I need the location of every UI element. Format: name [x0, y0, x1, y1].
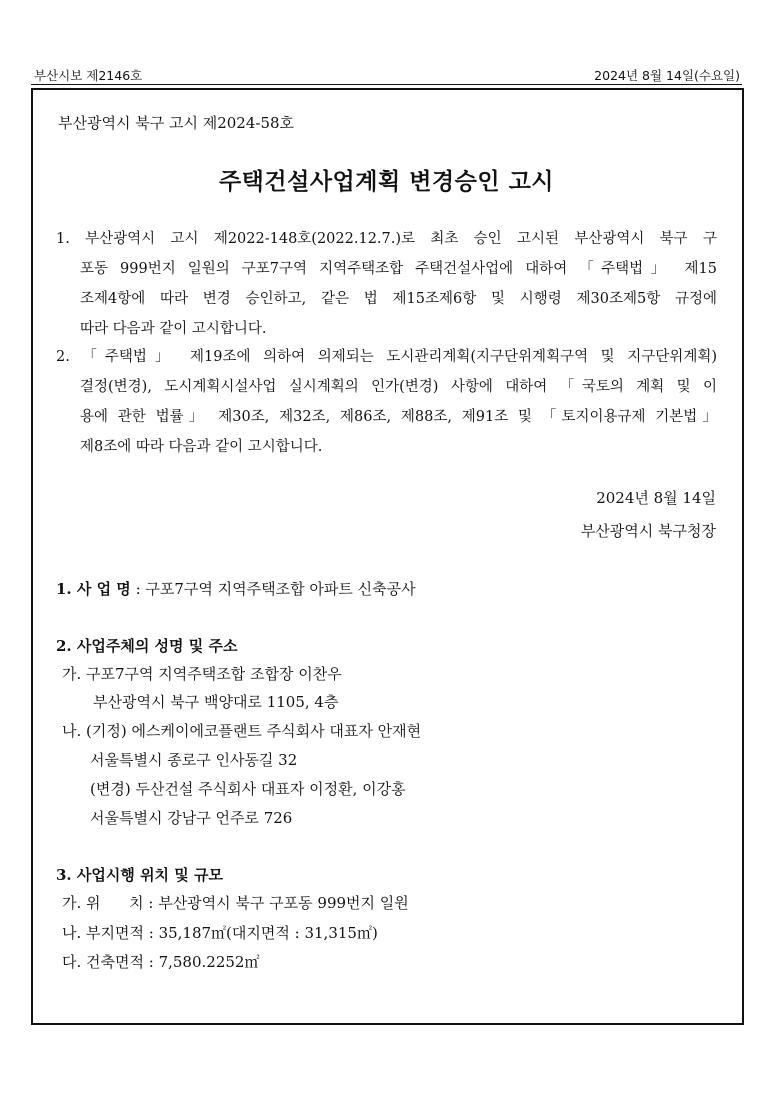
notice-number: 부산광역시 북구 고시 제2024-58호 — [58, 114, 295, 132]
notice-title: 주택건설사업계획 변경승인 고시 — [218, 169, 555, 195]
project-name-value: : 구포7구역 지역주택조합 아파트 신축공사 — [130, 580, 416, 598]
project-name — [56, 578, 416, 599]
section-3-building-area: 다. 건축면적 : 7,580.2252㎡ — [62, 953, 260, 971]
section-2-item-b-address: 서울특별시 종로구 인사동길 32 — [90, 751, 298, 769]
paragraph-1 — [56, 224, 717, 344]
section-2-item-b-changed: (변경) 두산건설 주식회사 대표자 이정환, 이강홍 — [90, 780, 406, 798]
publication-date: 2024년 8월 14일(수요일) — [594, 68, 740, 83]
paragraph-2-line: 2. 「주택법」 제19조에 의하여 의제되는 도시관리계획(지구단위계획구역 및 지구단위계획) — [56, 349, 717, 365]
section-3-heading: 3. 사업시행 위치 및 규모 — [56, 866, 223, 884]
paragraph-1-line: 따라 다음과 같이 고시합니다. — [80, 321, 267, 337]
section-2-item-a-address: 부산광역시 북구 백양대로 1105, 4층 — [93, 693, 339, 711]
publication-issue: 부산시보 제2146호 — [34, 68, 143, 83]
section-2-item-a: 가. 구포7구역 지역주택조합 조합장 이찬우 — [62, 665, 342, 683]
section-2-item-b: 나. (기정) 에스케이에코플랜트 주식회사 대표자 안재현 — [62, 722, 422, 740]
header-divider — [31, 84, 742, 85]
paragraph-2 — [56, 342, 717, 462]
paragraph-1-line: 조제4항에 따라 변경 승인하고, 같은 법 제15조제6항 및 시행령 제30조제5항 규정에 — [80, 291, 717, 307]
section-2-item-b-changed-address: 서울특별시 강남구 언주로 726 — [90, 809, 293, 827]
sign-date: 2024년 8월 14일 — [596, 489, 716, 507]
paragraph-1-line: 1. 부산광역시 고시 제2022-148호(2022.12.7.)로 최초 승인 고시된 부산광역시 북구 구 — [56, 231, 717, 247]
paragraph-2-line: 결정(변경), 도시계획시설사업 실시계획의 인가(변경) 사항에 대하여 「국토의 계획 및 이 — [80, 379, 717, 395]
section-3-site-area: 나. 부지면적 : 35,187㎡(대지면적 : 31,315㎡) — [62, 924, 378, 942]
section-2-heading: 2. 사업주체의 성명 및 주소 — [56, 637, 238, 655]
paragraph-2-line: 용에 관한 법률」 제30조, 제32조, 제86조, 제88조, 제91조 및 「토지이용규제 기본법」 — [80, 409, 717, 425]
signer: 부산광역시 북구청장 — [580, 522, 716, 540]
section-3-location: 가. 위 치 : 부산광역시 북구 구포동 999번지 일원 — [62, 894, 409, 912]
paragraph-2-line: 제8조에 따라 다음과 같이 고시합니다. — [80, 439, 323, 455]
paragraph-1-line: 포동 999번지 일원의 구포7구역 지역주택조합 주택건설사업에 대하여 「주택법」 제15 — [80, 261, 717, 277]
project-name-label: 1. 사 업 명 — [56, 580, 131, 598]
